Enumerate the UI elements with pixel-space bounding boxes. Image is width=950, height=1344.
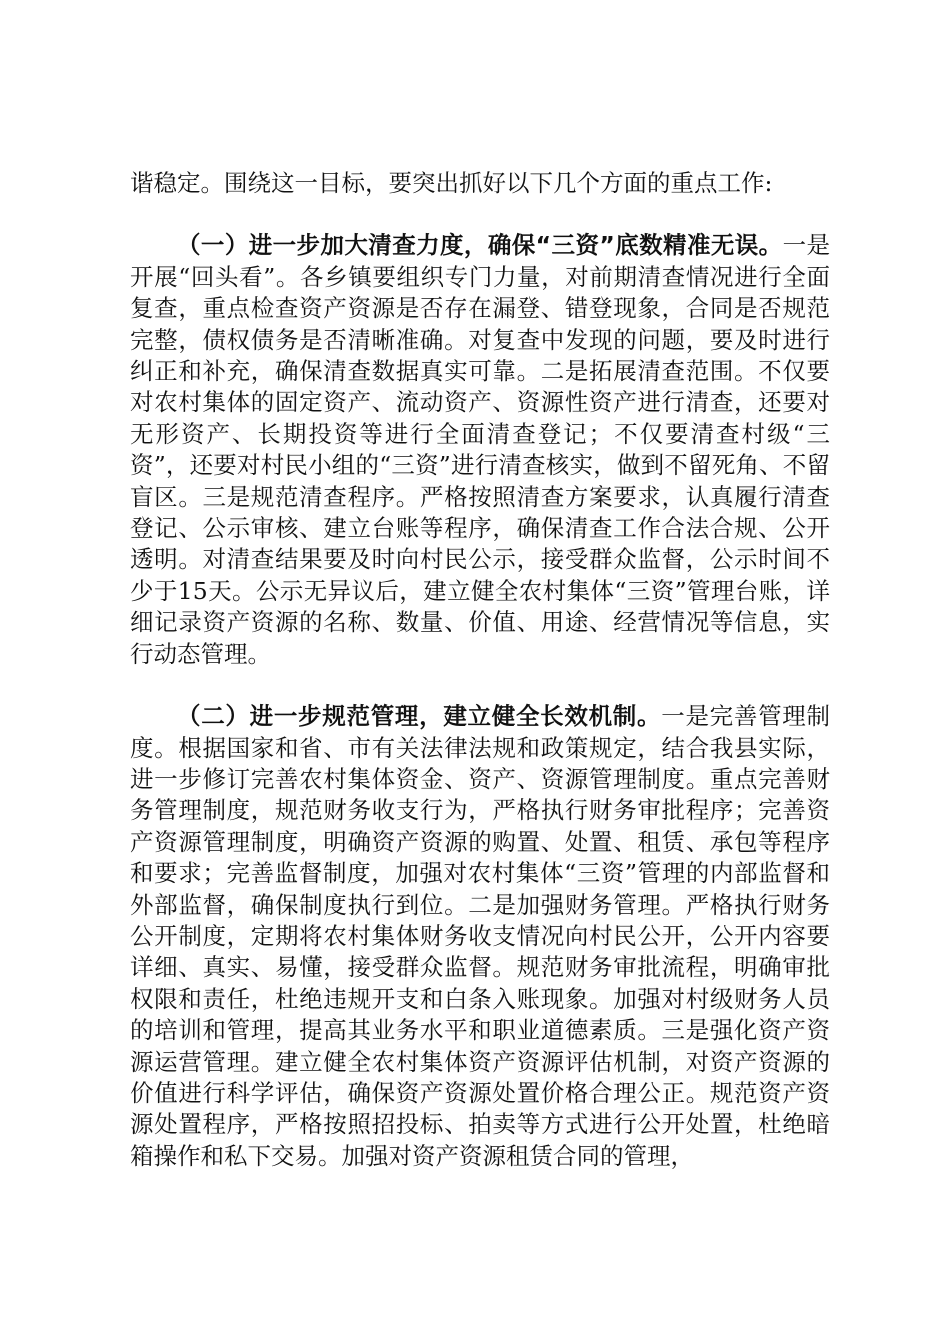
section-1-heading: （一）进一步加大清查力度，确保“三资”底数精准无误。 xyxy=(177,231,783,260)
section-1-body: 一是开展“回头看”。各乡镇要组织专门力量，对前期清查情况进行全面复查，重点检查资产资源是否存在漏登、错登现象，合同是否规范完整，债权债务是否清晰准确。对复查中发现的问题，要及时进行纠正和补充，确保清查数据真实可靠。二是拓展清查范围。不仅要对农村集体的固定资产、流动资产、资源性资产进行清查，还要对无形资产、长期投资等进行全面清查登记；不仅要清查村级“三资”，还要对村民小组的“三资”进行清查核实，做到不留死角、不留盲区。三是规范清查程序。严格按照清查方案要求，认真履行清查登记、公示审核、建立台账等程序，确保清查工作合法合规、公开透明。对清查结果要及时向村民公示，接受群众监督，公示时间不少于15天。公示无异议后，建立健全农村集体“三资”管理台账，详细记录资产资源的名称、数量、价值、用途、经营情况等信息，实行动态管理。 xyxy=(130,231,831,668)
paragraph-section-2 xyxy=(130,701,830,1172)
paragraph-gap xyxy=(130,199,830,230)
section-2-heading: （二）进一步规范管理，建立健全长效机制。 xyxy=(177,702,662,731)
document-body xyxy=(130,168,830,1172)
paragraph-intro-continuation: 谐稳定。围绕这一目标，要突出抓好以下几个方面的重点工作: xyxy=(130,169,773,197)
section-2-body: 一是完善管理制度。根据国家和省、市有关法律法规和政策规定，结合我县实际，进一步修订完善农村集体资金、资产、资源管理制度。重点完善财务管理制度，规范财务收支行为，严格执行财务审批程序；完善资产资源管理制度，明确资产资源的购置、处置、租赁、承包等程序和要求；完善监督制度，加强对农村集体“三资”管理的内部监督和外部监督，确保制度执行到位。二是加强财务管理。严格执行财务公开制度，定期将农村集体财务收支情况向村民公开，公开内容要详细、真实、易懂，接受群众监督。规范财务审批流程，明确审批权限和责任，杜绝违规开支和白条入账现象。加强对村级财务人员的培训和管理，提高其业务水平和职业道德素质。三是强化资产资源运营管理。建立健全农村集体资产资源评估机制，对资产资源的价值进行科学评估，确保资产资源处置价格合理公正。规范资产资源处置程序，严格按照招投标、拍卖等方式进行公开处置，杜绝暗箱操作和私下交易。加强对资产资源租赁合同的管理， xyxy=(130,702,831,1170)
paragraph-gap xyxy=(130,670,830,701)
paragraph-section-1 xyxy=(130,230,830,670)
